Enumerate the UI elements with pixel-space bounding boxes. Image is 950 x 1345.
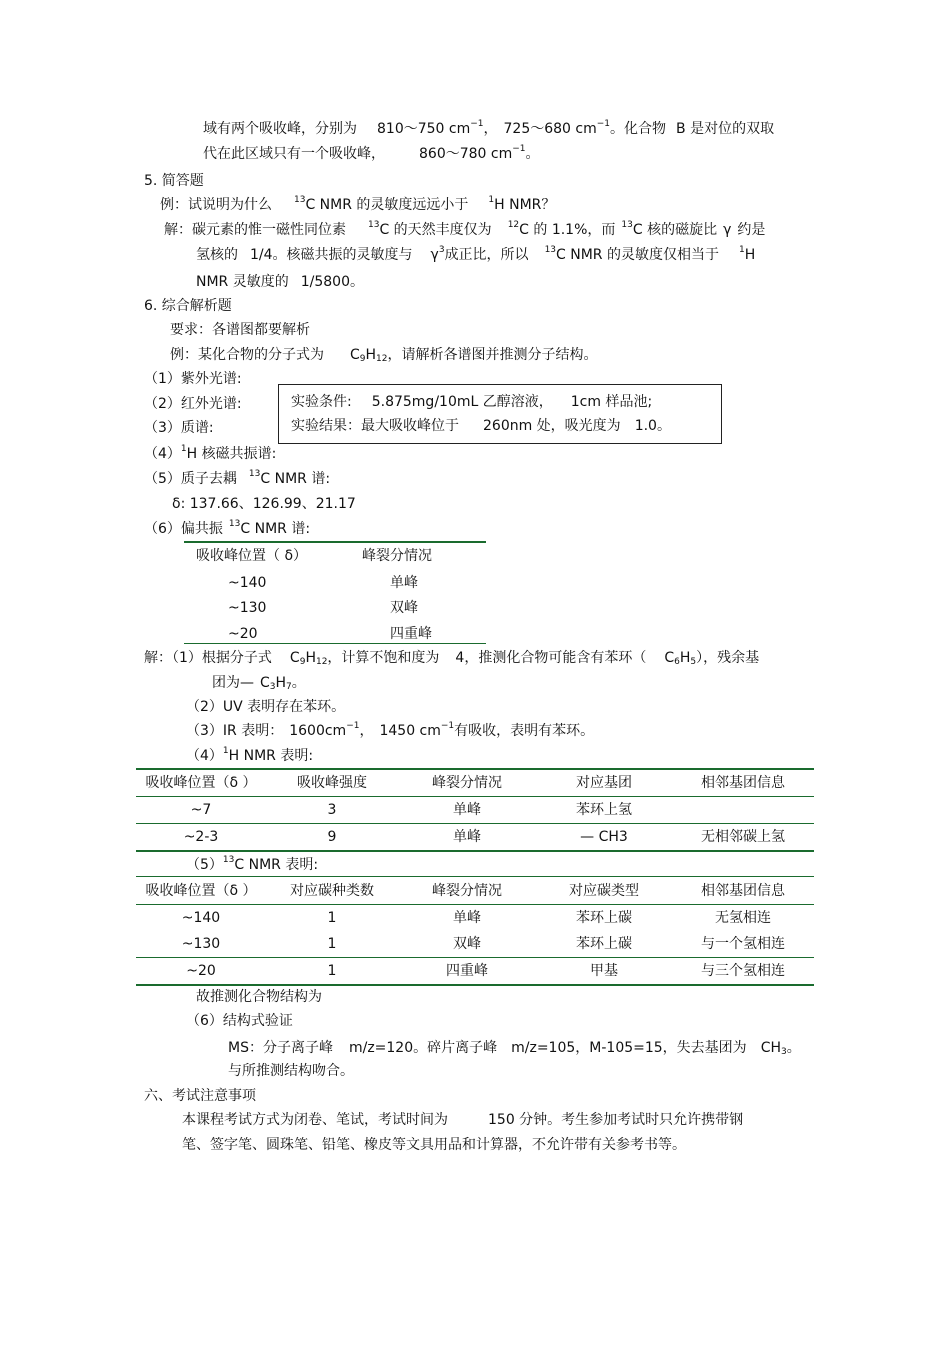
table-cell: 无相邻碳上氢	[701, 829, 785, 845]
solution-ms-line1: MS：分子离子峰 m/z=120。碎片离子峰 m/z=105，M-105=15，失去基团为 $CH_3$。	[228, 1040, 801, 1057]
uv-box-result: 实验结果：最大吸收峰位于 260nm 处，吸光度为 1.0。	[291, 418, 671, 434]
table-cell: 苯环上碳	[576, 936, 632, 952]
offres-row-1-split: 单峰	[390, 575, 418, 591]
table-cell: 1	[327, 936, 337, 952]
cnmr-header-split: 峰裂分情况	[432, 883, 502, 899]
hnmr-header-neighbor: 相邻基团信息	[701, 775, 785, 791]
s5-example: 例：试说明为什么 $^{13}$C NMR 的灵敏度远远小于 $^1$H NMR？	[160, 195, 556, 213]
table-row	[136, 824, 814, 852]
table-cell: ~2-3	[183, 829, 219, 845]
solution-conclusion: 故推测化合物结构为	[196, 989, 322, 1005]
notes-line1: 本课程考试方式为闭卷、笔试，考试时间为 150 分钟。考生参加考试时只允许携带钢	[182, 1112, 744, 1128]
hnmr-header-row	[136, 770, 814, 797]
s5-answer-line1: 解：碳元素的惟一磁性同位素 $^{13}$C 的天然丰度仅为 $^{12}$C 的 1.1%，而 $^{13}$C 核的磁旋比 γ 约是	[164, 220, 766, 238]
table-cell: 单峰	[453, 910, 481, 926]
s6-item-offres: （6）偏共振 $^{13}$C NMR 谱:	[144, 519, 311, 537]
section-6-title: 6. 综合解析题	[144, 298, 232, 314]
s5-answer-line3: NMR 灵敏度的 1/5800。	[196, 274, 364, 290]
cnmr-header-row	[136, 878, 814, 905]
offres-header-position: 吸收峰位置（ δ）	[196, 548, 308, 564]
hnmr-header-intensity: 吸收峰强度	[297, 775, 367, 791]
s6-delta-values: δ: 137.66、126.99、21.17	[172, 496, 356, 512]
table-row	[136, 797, 814, 824]
table-cell: ~140	[181, 910, 221, 926]
offres-row-1-position: ~140	[228, 575, 267, 591]
table-cell	[672, 797, 814, 824]
hnmr-header-split: 峰裂分情况	[432, 775, 502, 791]
table-cell: 四重峰	[446, 963, 488, 979]
cnmr-table-top-rule	[136, 876, 814, 877]
table-cell: 甲基	[590, 963, 618, 979]
solution-uv: （2）UV 表明存在苯环。	[186, 699, 346, 715]
offres-row-3-position: ~20	[228, 626, 258, 642]
s5-answer-line2: 氢核的 1/4。核磁共振的灵敏度与 $\gamma^3$成正比，所以 $^{13}$C NMR 的灵敏度仅相当于 $^1$H	[196, 245, 756, 263]
cnmr-header-carbon-type: 对应碳类型	[569, 883, 639, 899]
table-cell: 与一个氢相连	[701, 936, 785, 952]
cnmr-header-count: 对应碳种类数	[290, 883, 374, 899]
table-cell: ~20	[186, 963, 216, 979]
solution-line1: 解：（1）根据分子式 $C_9H_{12}$，计算不饱和度为 4，推测化合物可能含有苯环（ $C_6H_5$），残余基	[144, 650, 760, 667]
cnmr-header-position: 吸收峰位置（δ ）	[145, 883, 257, 899]
s6-item-ms: （3）质谱:	[144, 420, 214, 436]
s6-requirement: 要求：各谱图都要解析	[170, 322, 310, 338]
section-5-title: 5. 简答题	[144, 173, 204, 189]
offres-row-2-position: ~130	[228, 600, 267, 616]
s6-item-cnmr: （5）质子去耦 $^{13}$C NMR 谱:	[144, 469, 331, 487]
table-cell: 1	[327, 910, 337, 926]
table-cell: 9	[327, 829, 337, 845]
offres-row-2-split: 双峰	[390, 600, 418, 616]
section-notes-title: 六、考试注意事项	[144, 1088, 256, 1104]
solution-cnmr-title: $(5)^{13}C$ NMR 表明:	[186, 855, 319, 873]
table-cell: 3	[327, 802, 337, 818]
s6-example: 例：某化合物的分子式为 $C_9H_{12}$，请解析各谱图并推测分子结构。	[170, 347, 598, 364]
offres-row-3-split: 四重峰	[390, 626, 432, 642]
table-cell: 双峰	[453, 936, 481, 952]
table-cell: ~130	[181, 936, 221, 952]
solution-ms-line2: 与所推测结构吻合。	[228, 1063, 354, 1079]
table-cell: 1	[327, 963, 337, 979]
offres-table-bottom-rule	[184, 643, 486, 644]
solution-verify: （6）结构式验证	[186, 1013, 293, 1029]
table-cell: 无氢相连	[715, 910, 771, 926]
table-cell: 苯环上碳	[576, 910, 632, 926]
s6-item-uv: （1）紫外光谱:	[144, 371, 242, 387]
table-row	[136, 958, 814, 986]
offres-table-top-rule	[184, 541, 486, 543]
s6-item-ir: （2）红外光谱:	[144, 396, 242, 412]
table-row	[136, 931, 814, 958]
notes-line2: 笔、签字笔、圆珠笔、铅笔、橡皮等文具用品和计算器，不允许带有关参考书等。	[182, 1137, 686, 1153]
hnmr-header-group: 对应基团	[576, 775, 632, 791]
uv-conditions-box	[278, 384, 722, 444]
ir-cont-line1: 域有两个吸收峰，分别为 810～750 $cm^{-1}$， 725～680 $cm^{-1}$。化合物 B 是对位的双取	[203, 119, 775, 137]
ir-cont-line2: 代在此区域只有一个吸收峰， 860～780 $cm^{-1}$。	[203, 144, 540, 162]
hnmr-table	[136, 770, 814, 852]
offres-header-split: 峰裂分情况	[362, 548, 432, 564]
hnmr-header-position: 吸收峰位置（δ ）	[145, 775, 257, 791]
solution-hnmr-title: $(4)^1H$ NMR 表明:	[186, 746, 314, 764]
s6-item-hnmr: $(4)^1H$ 核磁共振谱:	[144, 444, 277, 462]
table-cell: 单峰	[453, 802, 481, 818]
table-row	[136, 905, 814, 932]
table-cell: 与三个氢相连	[701, 963, 785, 979]
uv-box-conditions: 实验条件: 5.875mg/10mL 乙醇溶液， 1cm 样品池;	[291, 394, 653, 410]
cnmr-table	[136, 878, 814, 986]
solution-line2: 团为— $C_3H_7$。	[212, 675, 306, 692]
solution-ir: （3）IR 表明： $1600cm^{-1}$， 1450 $cm^{-1}$有吸收，表明有苯环。	[186, 721, 595, 739]
table-cell: — CH3	[580, 829, 628, 845]
table-cell: ~7	[190, 802, 212, 818]
cnmr-header-neighbor: 相邻基团信息	[701, 883, 785, 899]
table-cell: 苯环上氢	[576, 802, 632, 818]
table-cell: 单峰	[453, 829, 481, 845]
